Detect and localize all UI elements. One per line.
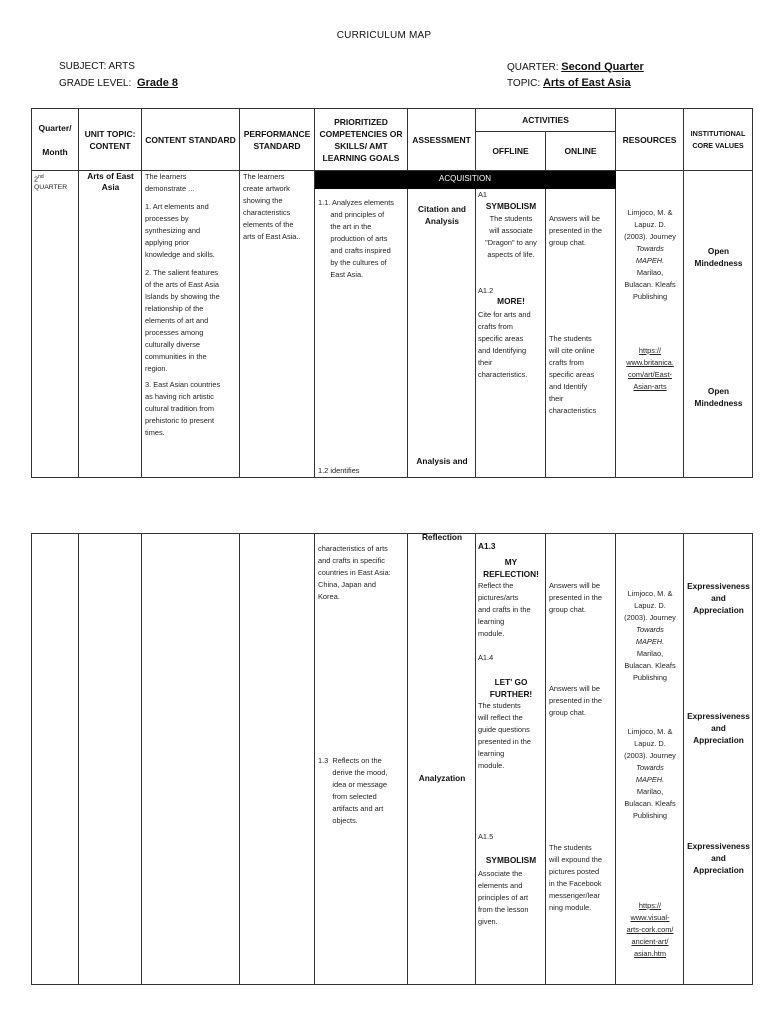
online-activity-2: The students will cite online crafts from specific areas and Identify their characteristics [549,334,597,415]
offline-cell-p2 [476,534,545,984]
quarter-value: Second Quarter [561,61,644,73]
core-values-cell-p2 [684,534,752,984]
header-unit-topic: UNIT TOPIC: CONTENT [79,109,142,171]
content-standard-1: 1. Art elements and processes by synthesizing and applying prior knowledge and skills. [145,202,215,259]
performance-standard-text: The learners create artwork showing the characteristics elements of the arts of East Asia.. [243,172,301,241]
activity-a13-title: MY REFLECTION! [483,557,539,579]
quarter-cell [32,171,78,477]
activity-a15-code: A1.5 [478,832,494,841]
resource-citation-3: Limjoco, M. & Lapuz. D. (2003). Journey [624,727,676,760]
activity-a13-code: A1.3 [478,541,496,551]
competency-1-1: 1.1. Analyzes elements and principles of the art in the production of arts and crafts inspired by the cultures of East Asia. [318,198,395,279]
activity-a15-title: SYMBOLISM [485,855,537,865]
unit-topic-cell-p2 [79,534,142,985]
unit-topic-text: Arts of East Asia [87,171,134,192]
assessment-cell [408,189,475,477]
grade-level [59,77,178,89]
performance-standard-cell [240,171,314,477]
header-performance-standard: PERFORMANCE STANDARD [240,109,315,171]
quarter-number: 2 [34,174,39,184]
performance-standard-cell-p2 [240,534,315,985]
resource-citation-2: Limjoco, M. & Lapuz. D. (2003). Journey [624,589,676,622]
assessment-analyzation: Analyzation [418,773,466,783]
online-activity-3: Answers will be presented in the group chat. [549,581,603,614]
activity-a12-code: A1.2 [478,286,494,295]
core-values-cell [684,171,752,477]
content-intro: The learners demonstrate ... [145,172,195,193]
quarter-suffix: nd [38,174,44,180]
resource-publisher: Marilao, Bulacan. Kleafs Publishing [624,268,676,301]
resource-publisher-2: Marilao, Bulacan. Kleafs Publishing [624,649,676,682]
resources-cell-p2 [616,534,683,984]
header-assessment: ASSESSMENT [408,109,476,171]
core-value-5: Expressiveness and Appreciation [687,841,750,875]
offline-cell [476,189,545,477]
content-standard-cell-p2 [142,534,240,985]
online-cell-p2 [546,534,615,984]
activity-a1-text: The students will associate "Dragon" to any aspects of life. [485,214,537,259]
activity-a1-code: A1 [478,190,488,199]
assessment-analysis: Analysis and [416,456,468,466]
competencies-cell [315,189,407,477]
quarter-label: QUARTER: [507,62,559,73]
competency-1-3: 1.3 Reflects on the derive the mood, idea or message from selected artifacts and art objects. [318,756,388,825]
topic [507,77,631,89]
curriculum-table-page1 [31,108,753,478]
header-competencies: PRIORITIZED COMPETENCIES OR SKILLS/ AMT LEARNING GOALS [315,109,408,171]
resource-link-2[interactable]: https:// www.visual- arts-cork.com/ ancient-art/ asian.htm [626,901,674,958]
activity-a14-code: A1.4 [478,653,494,662]
content-standard-2: 2. The salient features of the arts of East Asia Islands by showing the relationship of the elements of art and processes among culturally diverse communities in the region. [145,268,220,373]
activity-a15-text: Associate the elements and principles of art from the lesson given. [478,869,529,926]
header-content-standard: CONTENT STANDARD [142,109,240,171]
content-standard-cell [142,171,239,477]
header-quarter: Quarter/ Month [32,109,79,171]
grade-label: GRADE LEVEL: [59,78,132,89]
assessment-citation: Citation and Analysis [418,204,466,226]
header-core-values: INSTITUTIONAL CORE VALUES [684,109,753,171]
topic-value: Arts of East Asia [542,77,631,89]
activity-a1-title: SYMBOLISM [485,201,537,211]
competencies-cell-p2 [315,534,407,984]
resource-title: Towards MAPEH. [635,244,665,265]
quarter-word: QUARTER [34,184,68,191]
acquisition-bar: ACQUISITION [315,171,616,189]
activity-a12-text: Cite for arts and crafts from specific areas and Identifying their characteristics. [478,310,531,379]
header-resources: RESOURCES [616,109,684,171]
competency-1-2: 1.2 identifies [318,466,360,475]
resources-cell [616,171,683,477]
resource-title-2: Towards MAPEH. [635,625,665,646]
activity-a12-title: MORE! [497,296,525,306]
core-value-1: Open Mindedness [694,246,743,268]
quarter [507,61,644,73]
resource-citation: Limjoco, M. & Lapuz. D. (2003). Journey [624,208,676,241]
document-title: CURRICULUM MAP [336,30,432,41]
activity-a13-text: Reflect the pictures/arts and crafts in the learning module. [478,581,531,638]
online-activity-5: The students will expound the pictures posted in the Facebook messenger/lear ning module. [549,843,603,912]
header-activities: ACTIVITIES [476,109,616,132]
activity-a14-title: LET' GO FURTHER! [489,677,533,699]
core-value-3: Expressiveness and Appreciation [687,581,750,615]
core-value-4: Expressiveness and Appreciation [687,711,750,745]
header-online: ONLINE [546,132,616,171]
resource-title-3: Towards MAPEH. [635,763,665,784]
competency-1-2-continued: characteristics of arts and crafts in specific countries in East Asia: China, Japan and Korea. [318,544,391,601]
assessment-cell-p2 [408,534,475,984]
grade-value: Grade 8 [137,77,179,89]
content-standard-3: 3. East Asian countries as having rich artistic cultural tradition from prehistoric to present times. [145,380,221,437]
online-activity-1: Answers will be presented in the group chat. [549,214,603,247]
unit-topic-cell [79,171,141,477]
activity-a14-text: The students will reflect the guide questions presented in the learning module. [478,701,532,770]
curriculum-table-page2 [31,533,753,985]
topic-label: TOPIC: [507,78,541,89]
header-offline: OFFLINE [476,132,546,171]
resource-publisher-3: Marilao, Bulacan. Kleafs Publishing [624,787,676,820]
subject-label: SUBJECT: ARTS [59,61,135,72]
online-activity-4: Answers will be presented in the group chat. [549,684,603,717]
quarter-cell-p2 [32,534,79,985]
assessment-reflection: Reflection [421,532,463,542]
core-value-2: Open Mindedness [694,386,743,408]
online-cell [546,189,615,477]
resource-link[interactable]: https:// www.britanica. com/art/East- Asian-arts [626,346,674,391]
